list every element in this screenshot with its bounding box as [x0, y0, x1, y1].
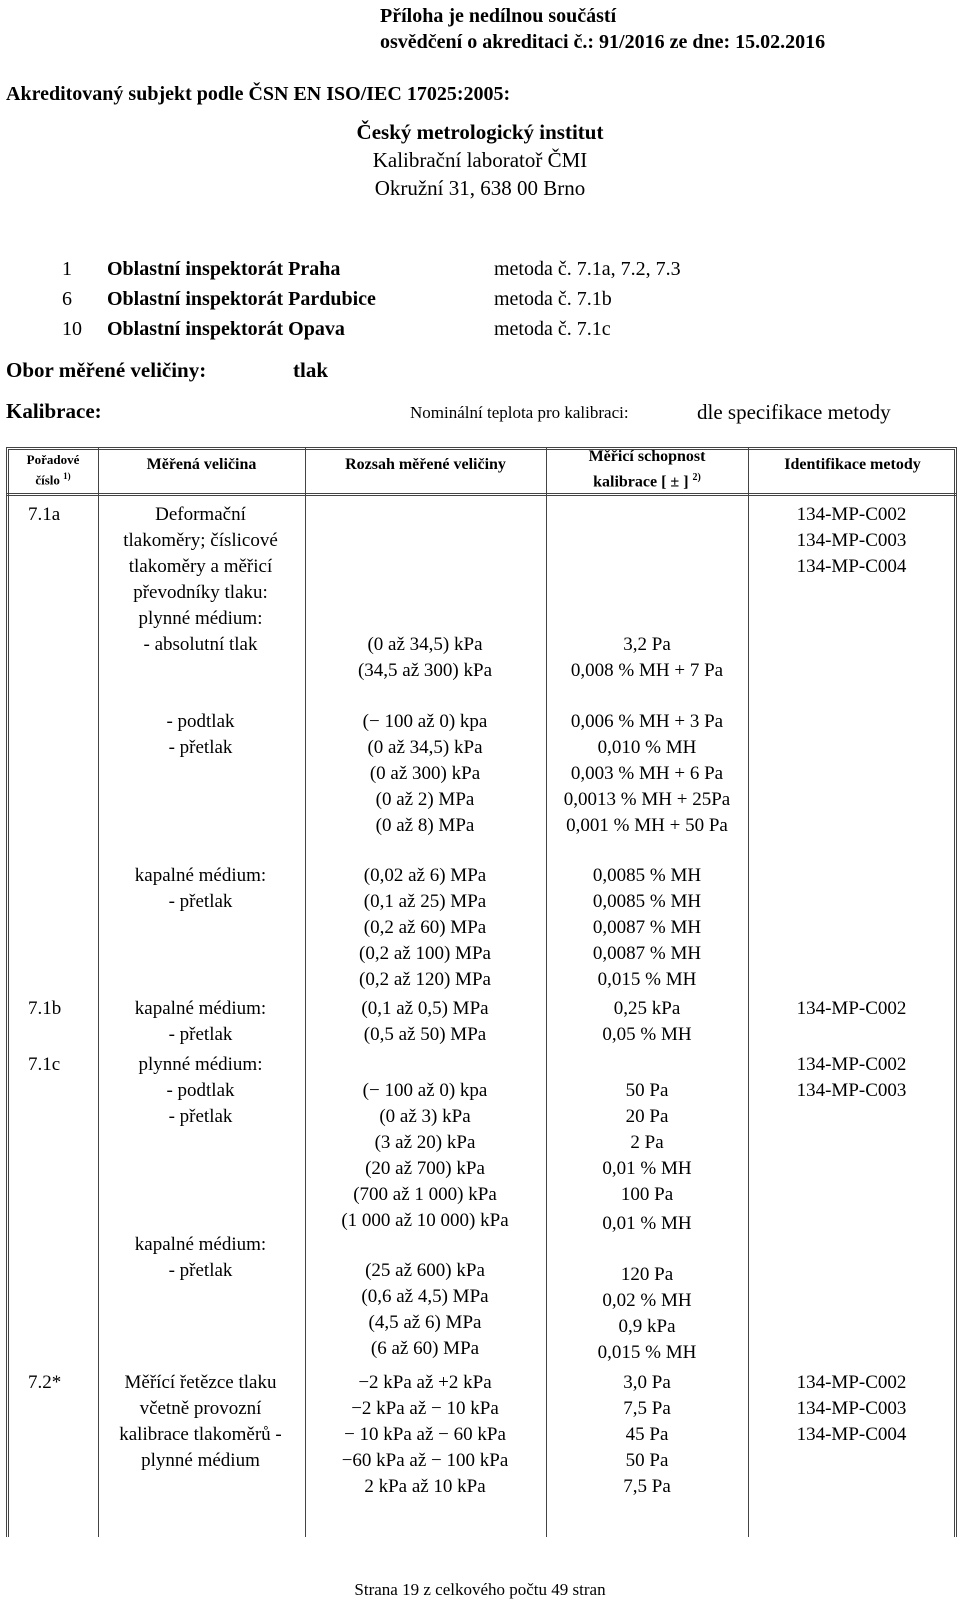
header-range: Rozsah měřené veličiny — [345, 456, 506, 473]
calibration-label: Kalibrace: — [6, 399, 102, 423]
row-number: 7.1c — [28, 1054, 61, 1075]
measurement-range: (0,1 až 0,5) MPa (0,5 až 50) MPa — [361, 998, 489, 1045]
annex-note-line2: osvědčení o akreditaci č.: 91/2016 ze dne: 15.02.2016 — [380, 31, 826, 53]
measured-quantity: kapalné médium: - přetlak — [134, 998, 267, 1045]
calibration-capability: 3,0 Pa 7,5 Pa 45 Pa 50 Pa 7,5 Pa — [623, 1372, 671, 1497]
location-name: Oblastní inspektorát Opava — [107, 318, 345, 340]
calibration-capability: 0,01 % MH — [602, 1213, 692, 1234]
org-name: Český metrologický institut — [356, 120, 604, 144]
method-id: 134-MP-C002 134-MP-C003 134-MP-C004 — [796, 1372, 907, 1445]
measured-quantity: - podtlak - přetlak — [166, 711, 235, 758]
header-cmc-text: kalibrace [ ± ] — [593, 473, 689, 491]
measurement-range: (0 až 34,5) kPa (34,5 až 300) kPa — [357, 634, 493, 681]
measured-quantity: Měřící řetězce tlaku včetně provozní kalibrace tlakoměrů - plynné médium — [119, 1372, 282, 1471]
method-id: 134-MP-C002 134-MP-C003 134-MP-C004 — [796, 504, 907, 577]
footnote-2-marker: 2) — [692, 472, 701, 483]
header-order-number-text: číslo — [35, 472, 60, 488]
annex-note-line1: Příloha je nedílnou součástí — [380, 5, 617, 27]
location-row — [62, 258, 72, 281]
field-value: tlak — [293, 358, 329, 382]
location-method: metoda č. 7.1b — [494, 288, 612, 310]
header-cmc-line1: Měřicí schopnost — [588, 448, 706, 465]
method-id: 134-MP-C002 — [796, 998, 907, 1019]
row-number: 7.1a — [28, 504, 61, 525]
measurement-range: −2 kPa až +2 kPa −2 kPa až − 10 kPa − 10 kPa až − 60 kPa −60 kPa až − 100 kPa 2 kPa až 10 kPa — [341, 1372, 509, 1497]
measured-quantity: kapalné médium: - přetlak — [134, 865, 267, 912]
header-method-id: Identifikace metody — [784, 456, 921, 473]
calibration-capability: 0,25 kPa 0,05 % MH — [602, 998, 692, 1045]
row-number: 7.1b — [28, 998, 62, 1019]
location-number: 6 — [62, 288, 72, 310]
page-number: Strana 19 z celkového počtu 49 stran — [354, 1580, 606, 1599]
measured-quantity: kapalné médium: - přetlak — [134, 1234, 267, 1281]
field-label: Obor měřené veličiny: — [6, 358, 207, 382]
header-order-number-line1: Pořadové — [26, 452, 80, 467]
calibration-capability: 0,006 % MH + 3 Pa 0,010 % MH 0,003 % MH + 6 Pa 0,0013 % MH + 25Pa 0,001 % MH + 50 Pa — [563, 711, 731, 836]
accredited-subject: Akreditovaný subjekt podle ČSN EN ISO/IEC 17025:2005: — [6, 83, 511, 105]
location-method: metoda č. 7.1a, 7.2, 7.3 — [494, 258, 681, 280]
location-method: metoda č. 7.1c — [494, 318, 611, 340]
header-divider — [6, 493, 957, 496]
header-measured-quantity: Měřená veličina — [146, 456, 257, 473]
header-order-number — [8, 451, 98, 488]
method-id: 134-MP-C002 134-MP-C003 — [796, 1054, 907, 1101]
measurement-range: (25 až 600) kPa (0,6 až 4,5) MPa (4,5 až 6) MPa (6 až 60) MPa — [361, 1260, 489, 1359]
location-number: 10 — [62, 318, 82, 340]
nominal-temperature-value: dle specifikace metody — [697, 400, 891, 424]
row-number: 7.2* — [28, 1372, 62, 1393]
calibration-capability: 0,0085 % MH 0,0085 % MH 0,0087 % MH 0,0087 % MH 0,015 % MH — [592, 865, 702, 990]
measurement-range: (0,02 až 6) MPa (0,1 až 25) MPa (0,2 až 60) MPa (0,2 až 100) MPa (0,2 až 120) MPa — [359, 865, 491, 990]
measured-quantity: plynné médium: - podtlak - přetlak — [138, 1054, 263, 1127]
location-name: Oblastní inspektorát Praha — [107, 258, 341, 280]
footnote-1-marker: 1) — [63, 471, 71, 481]
header-cmc — [546, 446, 748, 492]
org-lab: Kalibrační laboratoř ČMI — [372, 148, 588, 172]
header-order-number-line2 — [8, 468, 98, 488]
header-cmc-line2 — [546, 467, 748, 492]
calibration-capability: 3,2 Pa 0,008 % MH + 7 Pa — [570, 634, 724, 681]
org-address: Okružní 31, 638 00 Brno — [374, 176, 586, 200]
nominal-temperature-label: Nominální teplota pro kalibraci: — [410, 403, 629, 422]
location-name: Oblastní inspektorát Pardubice — [107, 288, 376, 310]
location-number: 1 — [62, 258, 72, 280]
calibration-capability: 120 Pa 0,02 % MH 0,9 kPa 0,015 % MH — [597, 1264, 697, 1363]
measurement-range: (− 100 až 0) kpa (0 až 34,5) kPa (0 až 300) kPa (0 až 2) MPa (0 až 8) MPa — [362, 711, 488, 836]
measurement-range: (− 100 až 0) kpa (0 až 3) kPa (3 až 20) kPa (20 až 700) kPa (700 až 1 000) kPa (1 000 až 10 000) kPa — [341, 1080, 509, 1231]
measured-quantity: Deformační tlakoměry; číslicové tlakoměry a měřicí převodníky tlaku: plynné médium: - absolutní tlak — [123, 504, 278, 655]
calibration-capability: 50 Pa 20 Pa 2 Pa 0,01 % MH 100 Pa — [602, 1080, 692, 1205]
